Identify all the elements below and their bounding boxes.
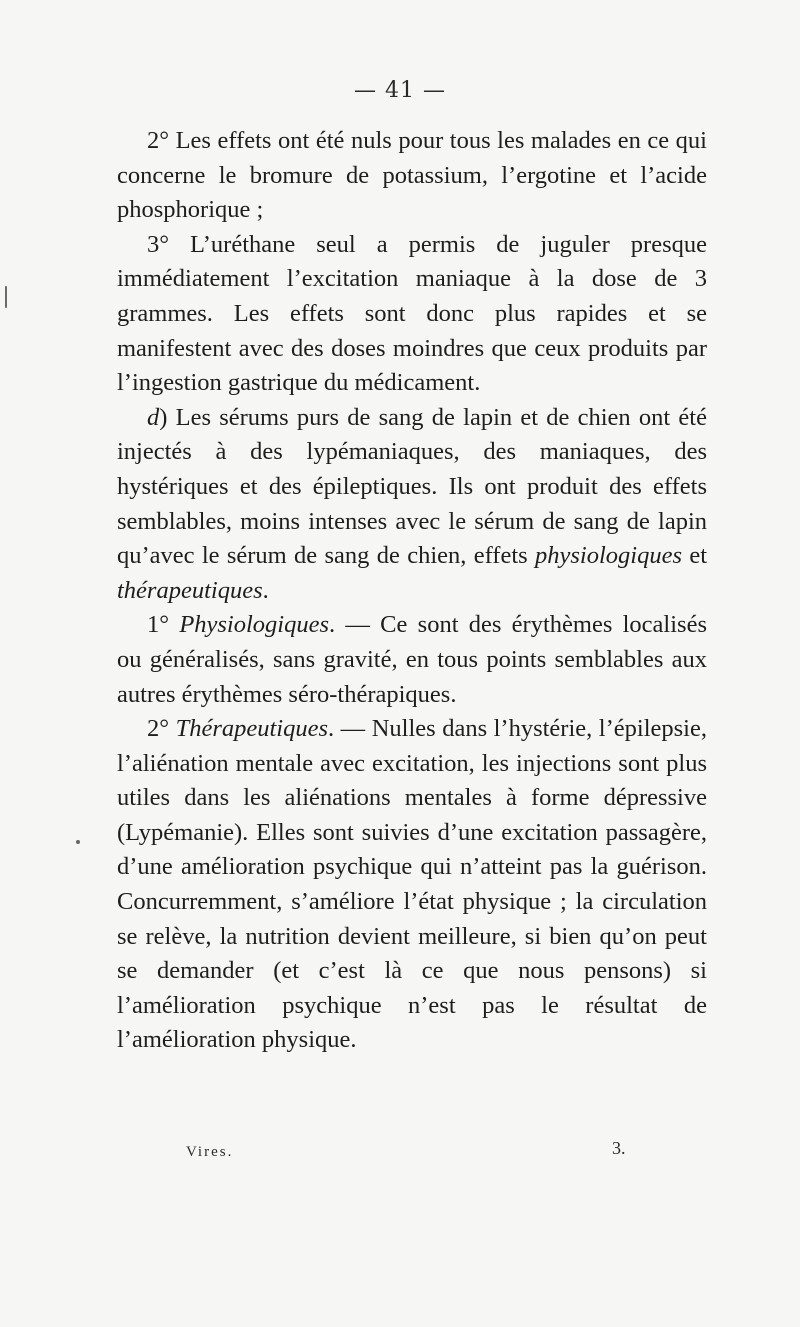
- italic-text: physiologiques: [535, 542, 682, 570]
- body-text: [117, 124, 707, 1058]
- italic-text: Thérapeutiques: [175, 715, 329, 743]
- paragraph: [117, 712, 707, 1058]
- text-run: . — Ce sont des érythèmes localisés ou généralisés, sans gravité, en tous points semblables aux autres érythèmes séro-thérapiques.: [117, 611, 707, 708]
- paragraph: [117, 228, 707, 401]
- italic-text: d: [147, 403, 160, 431]
- margin-speck: [76, 840, 80, 844]
- text-run: 1°: [147, 611, 180, 639]
- page-footer: [0, 1138, 800, 1168]
- text-run: .: [262, 576, 269, 604]
- text-run: 2° Les effets ont été nuls pour tous les malades en ce qui concerne le bromure de potassium, l’ergotine et l’acide phosphorique ;: [117, 127, 707, 224]
- sheet-number: 3.: [612, 1138, 626, 1158]
- text-run: 3° L’uréthane seul a permis de juguler presque immédiatement l’excitation maniaque à la dose de 3 grammes. Les effets sont donc plus rapides et se manifestent avec des doses moindres que ceux produits par l’ingestion gastrique du médicament.: [117, 230, 707, 397]
- text-run: et: [682, 542, 708, 570]
- italic-text: thérapeutiques: [117, 576, 263, 604]
- page-number: — 41 —: [354, 78, 446, 103]
- paragraph: [117, 401, 707, 609]
- italic-text: Physiologiques: [179, 611, 330, 639]
- page-edge-mark: [5, 286, 7, 308]
- text-run: . — Nulles dans l’hystérie, l’épilepsie, l’aliénation mentale avec excitation, les injections sont plus utiles dans les aliénations mentales à forme dépressive (Lypémanie). Elles sont suivies d’une excitation passagère, d’une amélioration psychique qui n’atteint pas la guérison. Concurremment, s’améliore l’état physique ; la circulation se relève, la nutrition devient meilleure, si bien qu’on peut se demander (et c’est là ce que nous pensons) si l’amélioration psychique n’est pas le résultat de l’amélioration physique.: [117, 715, 707, 1054]
- text-run: 2°: [147, 715, 176, 743]
- paragraph: [117, 608, 707, 712]
- signature-mark: Vires.: [186, 1144, 234, 1160]
- text-run: ) Les sérums purs de sang de lapin et de chien ont été injectés à des lypémaniaques, des maniaques, des hystériques et des épileptiques. Ils ont produit des effets semblables, moins intenses avec le sérum de sang de lapin qu’avec le sérum de sang de chien, effets: [117, 403, 707, 570]
- paragraph: [117, 124, 707, 228]
